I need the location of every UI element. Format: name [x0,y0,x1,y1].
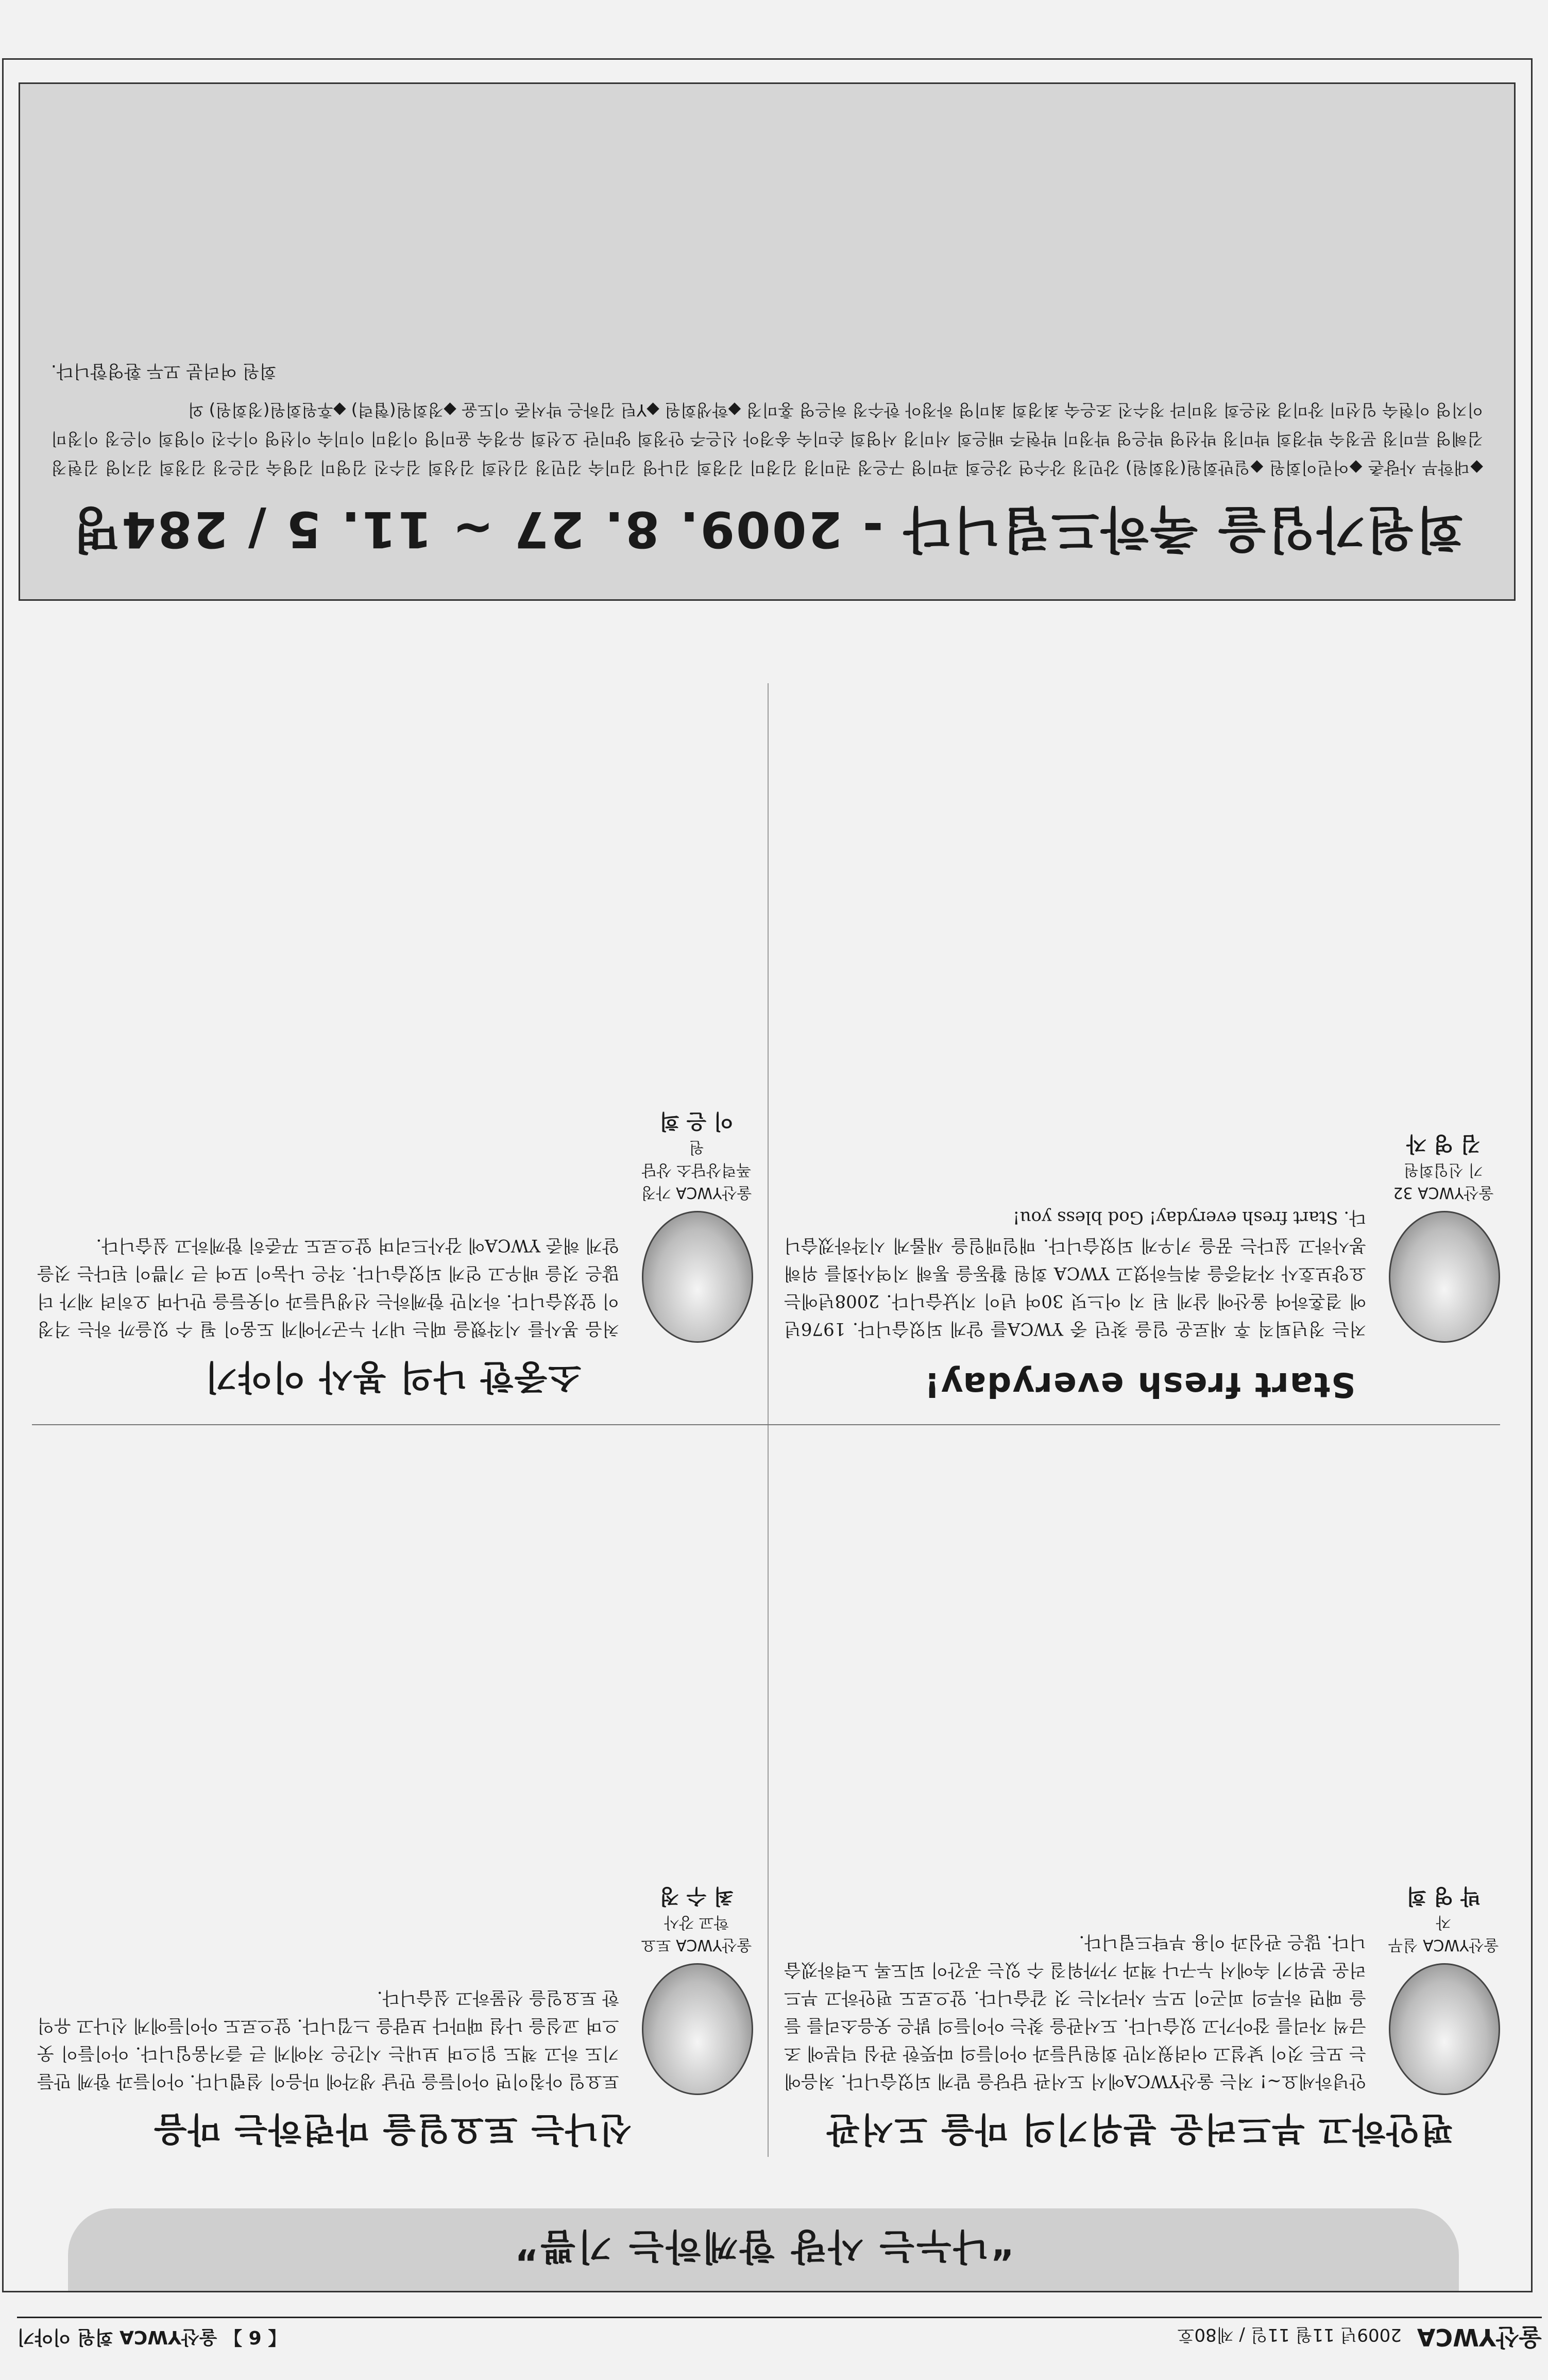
column-divider [768,683,769,2157]
author-byline [1387,1133,1500,1204]
author-photo [642,1211,753,1343]
article-body: 토요일 아침이면 아이들을 만날 생각에 마음이 설렙니다. 아이들과 함께 만들기도 하고 책도 읽으며 보내는 시간은 저에게 큰 즐거움입니다. 아이들이 웃으며 교실을 나설 때마다 보람을 느낍니다. 앞으로도 아이들에게 신나고 유익한 토요일을 선물하고 싶습니다. [37,1987,619,2091]
article-body: 저는 정년퇴직 후 새로운 일을 찾던 중 YWCA를 알게 되었습니다. 1976년에 결혼하여 울산에 살게 된 지 어느덧 30여 년이 지났습니다. 2008년에는 요양보호사 자격증을 취득하였고 YWCA 회원 활동을 통해 지역사회를 위해 봉사하고 싶다는 꿈을 키우게 되었습니다. 매일매일을 새롭게 시작하겠습니다. Start fresh everyday! God bless you! [784,1207,1366,1339]
author-name: 박 영 희 [1406,1884,1481,1908]
author-name: 이 은 희 [659,1109,734,1133]
author-name: 김 영 자 [1406,1132,1481,1156]
brand-name: 울산YWCA [1417,2323,1542,2351]
page-banner: “나누는 사랑 함께하는 기쁨” [68,2208,1459,2291]
author-affiliation: 울산YWCA 32기 신입회원 [1393,1161,1494,1202]
author-photo [1389,1211,1500,1343]
new-members-note: 회원 여러분 모두 환영합니다. [51,361,277,381]
author-byline [640,1885,753,1956]
article-1 [779,1446,1500,2157]
masthead [1178,2322,1542,2356]
author-affiliation: 울산YWCA 토요학교 강사 [641,1913,752,1954]
row-divider [32,1424,1500,1425]
author-name: 최 수 정 [659,1884,734,1908]
article-title: 소중한 나의 봉사 이야기 [203,1357,582,1397]
author-affiliation: 울산YWCA 가정폭력상담소 상담원 [641,1138,752,1202]
article-title: 편안하고 부드러운 분위기의 마을 도서관 [826,2109,1453,2149]
author-photo [642,1963,753,2095]
new-members-title: 회원가입을 축하드립니다 - 2009. 8. 27 ~ 11. 5 / 284명 [71,500,1464,558]
section-title: 【 6 】 울산YWCA 회원 이야기 [17,2326,287,2348]
author-byline [640,1110,753,1204]
author-photo [1389,1963,1500,2095]
article-4 [32,683,753,1405]
article-2 [32,1446,753,2157]
content-frame [2,58,1533,2292]
article-title: Start fresh everyday! [923,1365,1356,1405]
author-byline [1387,1885,1500,1956]
author-affiliation: 울산YWCA 실무자 [1388,1913,1499,1954]
article-body: 처음 봉사를 시작했을 때는 내가 누군가에게 도움이 될 수 있을까 하는 걱정이 앞섰습니다. 하지만 함께하는 선생님들과 이웃들을 만나며 오히려 제가 더 많은 것을 배우고 얻게 되었습니다. 작은 나눔이 모여 큰 기쁨이 된다는 것을 알게 해준 YWCA에 감사드리며 앞으로도 꾸준히 함께하고 싶습니다. [37,1235,619,1339]
page-header [17,2317,1542,2359]
article-body: 안녕하세요~! 저는 울산YWCA에서 도서관 담당을 맡게 되었습니다. 처음에는 모든 것이 낯설고 어려웠지만 회원님들과 아이들의 따뜻한 관심 덕분에 조금씩 자리를 잡아가고 있습니다. 도서관을 찾는 아이들의 밝은 웃음소리를 들을 때면 하루의 피곤이 모두 사라지는 것 같습니다. 앞으로도 편안하고 부드러운 분위기 속에서 누구나 책과 가까워질 수 있는 공간이 되도록 노력하겠습니다. 많은 관심과 이용 부탁드립니다. [784,1932,1366,2091]
article-3 [779,683,1500,1405]
issue-info: 2009년 11월 11일 / 제80호 [1177,2324,1402,2345]
article-title: 신나는 토요일을 마련하는 마음 [153,2109,632,2149]
new-members-list: ◆대학부 사랑촌 ◆어린이회원 ◆일반회원(정회원) 강민정 강수연 강은희 곽미영 구은정 권미경 김경미 김경희 김나영 김미숙 김민정 김선희 김성희 김수진 김영미 김영숙 김은정 김정희 김지영 김현정 김혜영 류미정 문정숙 박경희 박미정 박선영 박은영 박정미 박현주 배은희 서미경 서영희 손미숙 송경아 신은주 안정희 양미란 오선희 유경숙 윤미영 이경미 이미숙 이선영 이수진 이영희 이은정 이정미 이지영 이현숙 임선미 장미경 전은희 정미라 정수진 조은숙 최경희 최미영 하정아 한수정 허은영 홍미정 ◆학생회원 ◆Y틴 김하은 박서준 이도윤 ◆정회원(협력) ◆후원회원(정회원) 외 [50,400,1483,478]
new-members-box [19,82,1516,601]
